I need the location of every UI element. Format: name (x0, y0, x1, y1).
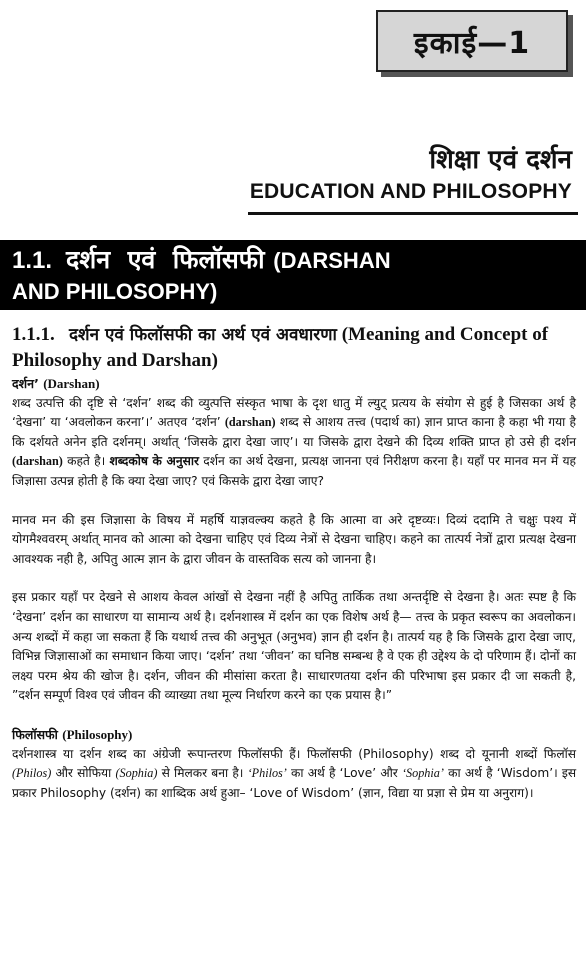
term-sophia-quoted: ‘Sophia’ (401, 766, 444, 781)
text-run: दर्शनशास्त्र या दर्शन शब्द का अंग्रेजी रूपान्तरण फिलॉसफी हैं। फिलॉसफी (Philosophy) शब्द दो यूनानी शब्दों फिलॉस (12, 746, 576, 761)
subsection-heading (12, 322, 576, 374)
chapter-divider (248, 212, 578, 215)
subsection-number: 1.1.1. (12, 324, 55, 345)
chapter-title-hindi: शिक्षा एवं दर्शन (429, 145, 572, 175)
text-run: का अर्थ है ‘Wisdom’। इस प्रकार Philosophy (दर्शन) का शाब्दिक अर्थ हुआ– ‘Love of Wisdom’ (ज्ञान, विद्या या प्रज्ञा से प्रेम या अनुराग)। (12, 766, 577, 800)
section-number: 1.1. (12, 247, 53, 274)
subsection-title-english: (Meaning and Concept of Philosophy and Darshan) (12, 324, 549, 371)
term-philos: (Philos) (12, 766, 52, 781)
subsection-title-hindi: दर्शन एवं फिलॉसफी का अर्थ एवं अवधारणा (69, 325, 337, 345)
philosophy-heading-english: (Philosophy) (62, 726, 133, 742)
text-run: का अर्थ है ‘Love’ और (291, 766, 398, 781)
philosophy-heading-hindi: फिलॉसफी (12, 726, 58, 742)
bold-phrase: शब्दकोष के अनुसार (109, 454, 200, 469)
darshan-heading-hindi: दर्शन’ (12, 376, 39, 391)
darshan-paragraph-2: मानव मन की इस जिज्ञासा के विषय में महर्षि याज्ञवल्क्य कहते है कि आत्मा वा अरे दृष्टव्यः। दिव्यं ददामि ते चक्षुः पश्य में योगमैश्ववरम् अर्थात् मानव को आत्मा को देखना चाहिए एवं दिव्य नेत्रों से देखना चाहिए। कहने का तात्पर्य नेत्रों द्वारा प्रत्यक्ष देखना आवश्यक नही है, अपितु आत्म ज्ञान के द्वारा जीवन के वास्तविक सत्य को जानना है। (12, 512, 576, 566)
section-title-hindi: दर्शन एवं फिलॉसफी (66, 245, 265, 274)
unit-label: इकाई—1 (413, 25, 531, 61)
body-text (12, 374, 576, 803)
text-run: शब्द उत्पत्ति की दृष्टि से ‘दर्शन’ शब्द की व्युत्पत्ति संस्कृत भाषा के दृश धातु में ल्युट् प्रत्यय के संयोग से हुई है जिसका अर्थ है ‘देखना’ या ‘अवलोकन करना’।’ अतएव ‘दर्शन’ (12, 395, 576, 430)
text-run: कहते है। (67, 454, 106, 469)
philosophy-term-heading (12, 725, 576, 745)
term-darshan: (darshan) (12, 454, 63, 469)
text-run: और सोफिया (55, 766, 112, 781)
term-darshan: (darshan) (224, 415, 276, 430)
philosophy-paragraph-1 (12, 745, 576, 804)
text-run: से मिलकर बना है। (161, 766, 244, 781)
darshan-paragraph-1 (12, 394, 576, 492)
section-heading-banner (0, 240, 586, 310)
unit-label-box (376, 10, 568, 72)
term-sophia: (Sophia) (115, 766, 158, 781)
darshan-heading-english: (Darshan) (43, 376, 100, 391)
section-heading-line-1 (12, 244, 574, 276)
text-run: शब्द से आशय तत्त्व (पदार्थ का) ज्ञान प्राप्त काना है कहा भी गया है कि दर्शयते अनेन इति दर्शनम्। अर्थात् ‘जिसके द्वारा देखा जाए’। या जिसके द्वारा देखने की दिव्य शक्ति प्राप्त हो उसे ही दर्शन (12, 415, 577, 449)
darshan-paragraph-3: इस प्रकार यहाँ पर देखने से आशय केवल आंखों से देखना नहीं है अपितु तार्किक तथा अन्तर्दृष्टि से देखना है। अतः स्पष्ट है कि ‘देखना’ दर्शन का साधारण या सामान्य अर्थ है। दर्शनशास्त्र में दर्शन का एक विशेष अर्थ है— तत्त्व के प्रकृत स्वरूप का अवलोकन। अन्य शब्दों में कहा जा सकता हैं कि यथार्थ तत्त्व की अनुभूत (अनुभव) ज्ञान ही दर्शन है। तात्पर्य यह है कि जिसके द्वारा देखा जाए, विभिन्न जिज्ञासाओं का समाधान किया जाए। ‘दर्शन’ तथा ‘जीवन’ का घनिष्ठ सम्बन्ध है वे एक ही उद्देश्य के दो परिणाम हैं। दोनों का लक्ष्य परम श्रेय की खोज है। दर्शन, जीवन की मीसांसा करता है। साधारणतया दर्शन की परिभाषा इस प्रकार दी जा सकती है, ”दर्शन सम्पूर्ण विश्व एवं जीवन की व्याख्या तथा मूल्य निर्धारण करने का एक प्रयास है।” (12, 590, 576, 703)
section-title-english-2: AND PHILOSOPHY) (12, 279, 218, 304)
term-philos-quoted: ‘Philos’ (247, 766, 287, 781)
chapter-title-english: EDUCATION AND PHILOSOPHY (249, 180, 572, 203)
text-run: दर्शन का अर्थ देखना, प्रत्यक्ष जानना एवं निरीक्षण करना है। यहाँ पर मानव मन में यह जिज्ञासा उत्पन्न होती है कि क्या देखा जाए? एवं किसके द्वारा देखा जाए? (12, 454, 576, 488)
darshan-term-heading (12, 374, 576, 394)
section-title-english-1: (DARSHAN (273, 248, 391, 273)
